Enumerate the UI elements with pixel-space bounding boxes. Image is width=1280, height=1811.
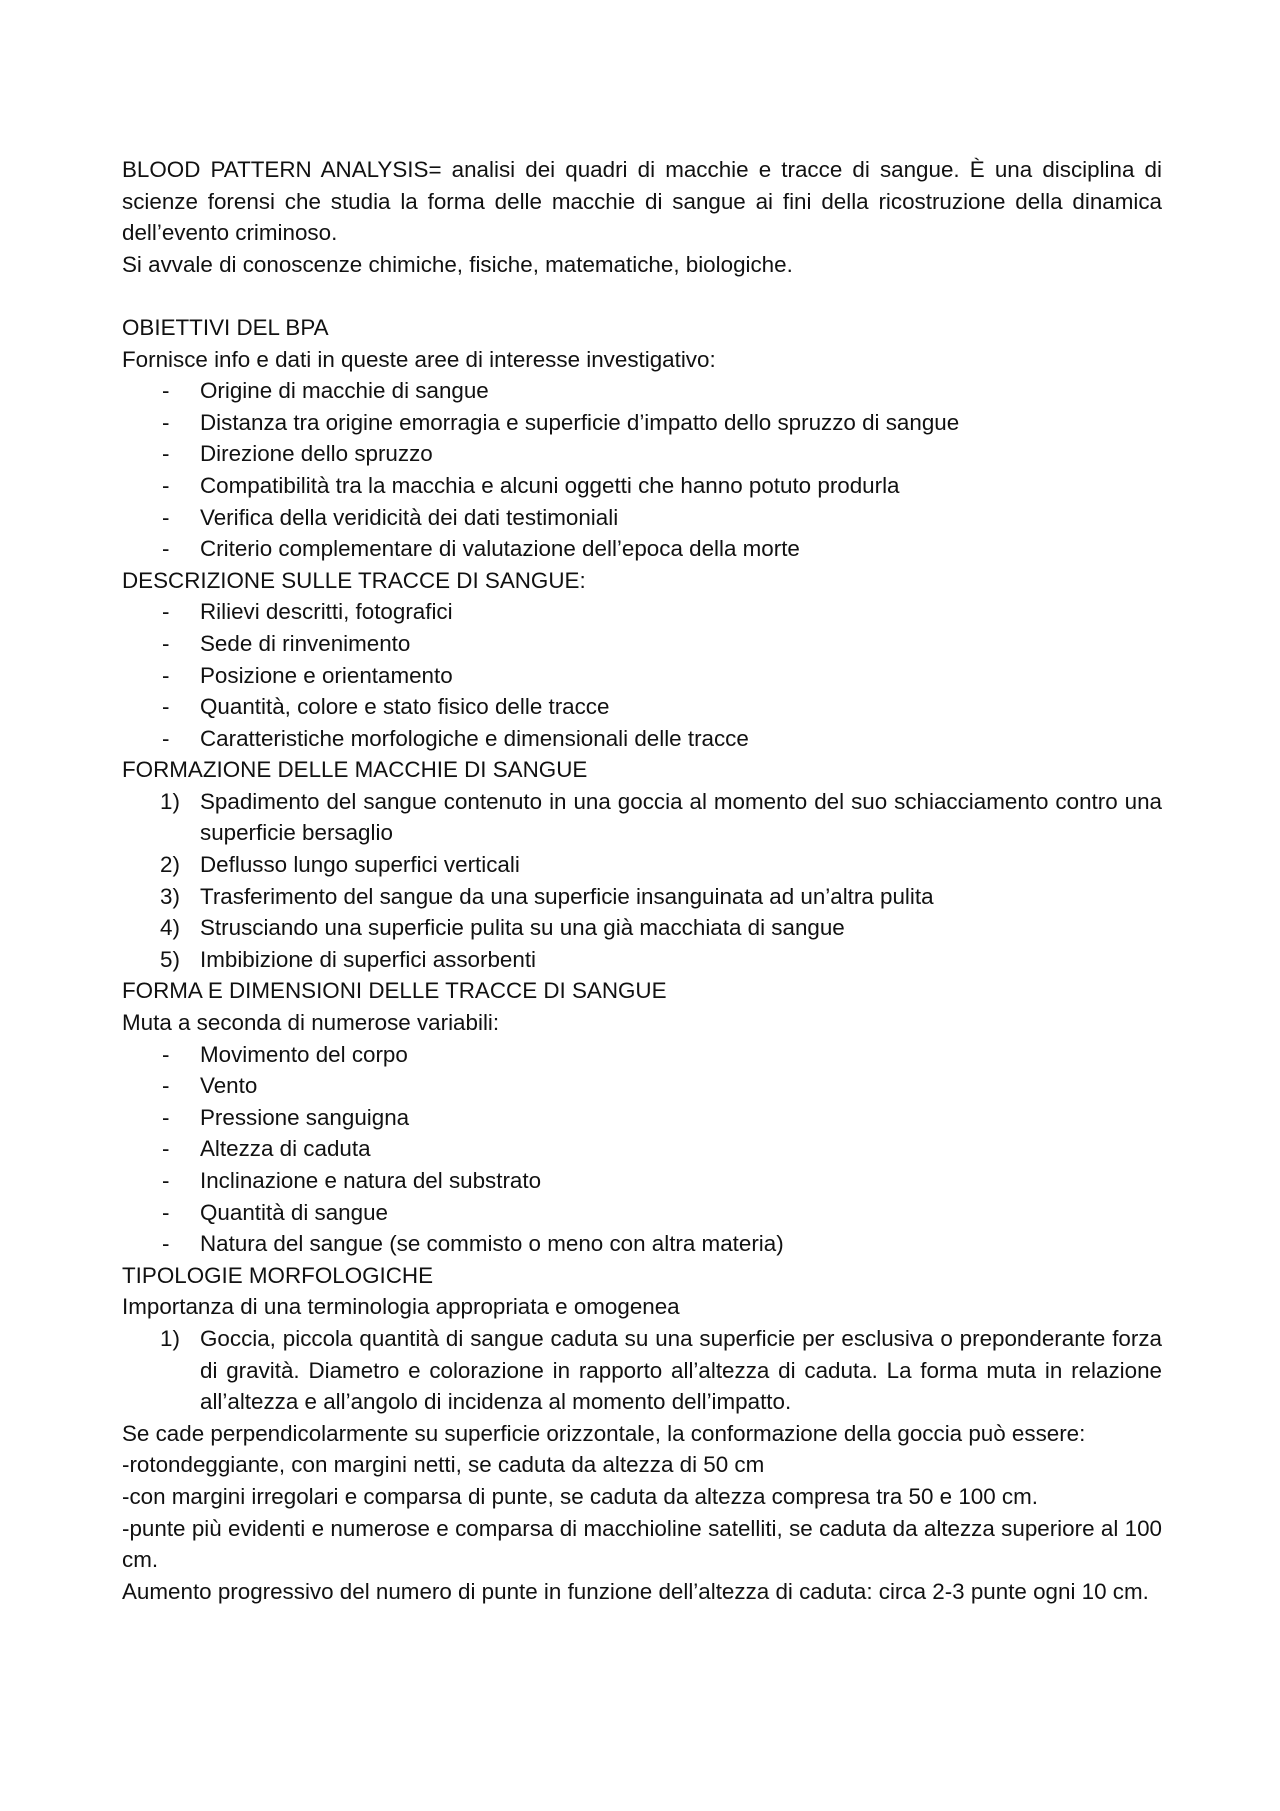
paragraph-punte: -punte più evidenti e numerose e comparsa di macchioline satelliti, se caduta da altezza superiore al 100 cm. bbox=[122, 1515, 1162, 1573]
list-item-text: Distanza tra origine emorragia e superficie d’impatto dello spruzzo di sangue bbox=[200, 409, 960, 435]
list-number: 2) bbox=[160, 852, 180, 878]
list-item-text: Goccia, piccola quantità di sangue caduta su una superficie per esclusiva o preponderante forza di gravità. Diametro e colorazione in rapporto all’altezza di caduta. La forma muta in relazione all’altezza e all’angolo di incidenza al momento dell’impatto. bbox=[200, 1325, 1162, 1415]
list-item bbox=[122, 1197, 1162, 1229]
list-item-text: Deflusso lungo superfici verticali bbox=[200, 852, 520, 878]
list-item-text: Sede di rinvenimento bbox=[200, 630, 411, 656]
dash-bullet: - bbox=[162, 725, 170, 751]
list-item-text: Altezza di caduta bbox=[200, 1136, 371, 1162]
list-item bbox=[122, 628, 1162, 660]
intro-paragraph-2: Si avvale di conoscenze chimiche, fisiche, matematiche, biologiche. bbox=[122, 251, 793, 277]
section-heading-obiettivi: OBIETTIVI DEL BPA bbox=[122, 314, 329, 340]
blank-line bbox=[122, 280, 1162, 312]
dash-bullet: - bbox=[162, 378, 170, 404]
list-item bbox=[122, 849, 1162, 881]
list-item bbox=[122, 1165, 1162, 1197]
dash-bullet: - bbox=[162, 536, 170, 562]
list-item bbox=[122, 660, 1162, 692]
section-heading-descrizione: DESCRIZIONE SULLE TRACCE DI SANGUE: bbox=[122, 567, 586, 593]
list-number: 1) bbox=[160, 788, 180, 814]
descrizione-list bbox=[122, 596, 1162, 754]
dash-bullet: - bbox=[162, 1136, 170, 1162]
forma-list bbox=[122, 1039, 1162, 1260]
paragraph-perpendicolare: Se cade perpendicolarmente su superficie orizzontale, la conformazione della goccia può essere: bbox=[122, 1420, 1086, 1446]
list-item bbox=[122, 691, 1162, 723]
list-item bbox=[122, 1039, 1162, 1071]
list-item-text: Natura del sangue (se commisto o meno con altra materia) bbox=[200, 1231, 784, 1257]
list-item bbox=[122, 944, 1162, 976]
list-item-text: Imbibizione di superfici assorbenti bbox=[200, 946, 537, 972]
dash-bullet: - bbox=[162, 599, 170, 625]
list-item-text: Quantità, colore e stato fisico delle tracce bbox=[200, 694, 610, 720]
list-item-text: Trasferimento del sangue da una superficie insanguinata ad un’altra pulita bbox=[200, 883, 934, 909]
list-item bbox=[122, 375, 1162, 407]
document-body bbox=[122, 154, 1162, 1607]
section-heading-forma: FORMA E DIMENSIONI DELLE TRACCE DI SANGUE bbox=[122, 978, 667, 1004]
list-item bbox=[122, 786, 1162, 849]
list-item-text: Verifica della veridicità dei dati testimoniali bbox=[200, 504, 619, 530]
dash-bullet: - bbox=[162, 441, 170, 467]
section-heading-tipologie: TIPOLOGIE MORFOLOGICHE bbox=[122, 1262, 434, 1288]
paragraph-aumento: Aumento progressivo del numero di punte in funzione dell’altezza di caduta: circa 2-3 punte ogni 10 cm. bbox=[122, 1578, 1149, 1604]
list-item bbox=[122, 723, 1162, 755]
list-item-text: Quantità di sangue bbox=[200, 1199, 388, 1225]
list-item bbox=[122, 881, 1162, 913]
list-item-text: Criterio complementare di valutazione dell’epoca della morte bbox=[200, 536, 800, 562]
list-item bbox=[122, 1323, 1162, 1418]
dash-bullet: - bbox=[162, 1231, 170, 1257]
list-item-text: Spadimento del sangue contenuto in una goccia al momento del suo schiacciamento contro una superficie bersaglio bbox=[200, 788, 1162, 846]
section-heading-formazione: FORMAZIONE DELLE MACCHIE DI SANGUE bbox=[122, 757, 588, 783]
list-item-text: Posizione e orientamento bbox=[200, 662, 453, 688]
list-item bbox=[122, 1133, 1162, 1165]
paragraph-rotondeggiante: -rotondeggiante, con margini netti, se caduta da altezza di 50 cm bbox=[122, 1452, 765, 1478]
list-item bbox=[122, 438, 1162, 470]
list-item-text: Vento bbox=[200, 1073, 258, 1099]
list-item-text: Caratteristiche morfologiche e dimensionali delle tracce bbox=[200, 725, 749, 751]
list-item bbox=[122, 1102, 1162, 1134]
list-number: 4) bbox=[160, 915, 180, 941]
dash-bullet: - bbox=[162, 1073, 170, 1099]
list-item bbox=[122, 470, 1162, 502]
dash-bullet: - bbox=[162, 1104, 170, 1130]
list-number: 1) bbox=[160, 1325, 180, 1351]
list-item bbox=[122, 407, 1162, 439]
list-item bbox=[122, 533, 1162, 565]
list-number: 5) bbox=[160, 946, 180, 972]
list-item-text: Direzione dello spruzzo bbox=[200, 441, 433, 467]
obiettivi-list bbox=[122, 375, 1162, 565]
list-item bbox=[122, 912, 1162, 944]
list-item-text: Pressione sanguigna bbox=[200, 1104, 410, 1130]
paragraph-irregolari: -con margini irregolari e comparsa di punte, se caduta da altezza compresa tra 50 e 100 cm. bbox=[122, 1483, 1038, 1509]
list-item-text: Rilievi descritti, fotografici bbox=[200, 599, 453, 625]
dash-bullet: - bbox=[162, 1168, 170, 1193]
list-item bbox=[122, 1070, 1162, 1102]
formazione-list bbox=[122, 786, 1162, 976]
dash-bullet: - bbox=[162, 694, 170, 720]
list-number: 3) bbox=[160, 883, 180, 909]
list-item-text: Origine di macchie di sangue bbox=[200, 378, 489, 404]
dash-bullet: - bbox=[162, 472, 170, 498]
list-item bbox=[122, 596, 1162, 628]
list-item-text: Inclinazione e natura del substrato bbox=[200, 1168, 542, 1193]
forma-lead: Muta a seconda di numerose variabili: bbox=[122, 1010, 500, 1036]
tipologie-lead: Importanza di una terminologia appropriata e omogenea bbox=[122, 1294, 680, 1320]
list-item bbox=[122, 1228, 1162, 1260]
dash-bullet: - bbox=[162, 630, 170, 656]
dash-bullet: - bbox=[162, 1199, 170, 1225]
list-item-text: Movimento del corpo bbox=[200, 1041, 408, 1067]
dash-bullet: - bbox=[162, 662, 170, 688]
intro-paragraph: BLOOD PATTERN ANALYSIS= analisi dei quadri di macchie e tracce di sangue. È una disciplina di scienze forensi che studia la forma delle macchie di sangue ai fini della ricostruzione della dinamica dell’evento criminoso. bbox=[122, 157, 1162, 246]
dash-bullet: - bbox=[162, 1041, 170, 1067]
list-item-text: Strusciando una superficie pulita su una già macchiata di sangue bbox=[200, 915, 845, 941]
list-item-text: Compatibilità tra la macchia e alcuni oggetti che hanno potuto produrla bbox=[200, 472, 900, 498]
dash-bullet: - bbox=[162, 504, 170, 530]
obiettivi-lead: Fornisce info e dati in queste aree di interesse investigativo: bbox=[122, 346, 716, 372]
list-item bbox=[122, 502, 1162, 534]
dash-bullet: - bbox=[162, 409, 170, 435]
tipologie-list bbox=[122, 1323, 1162, 1418]
